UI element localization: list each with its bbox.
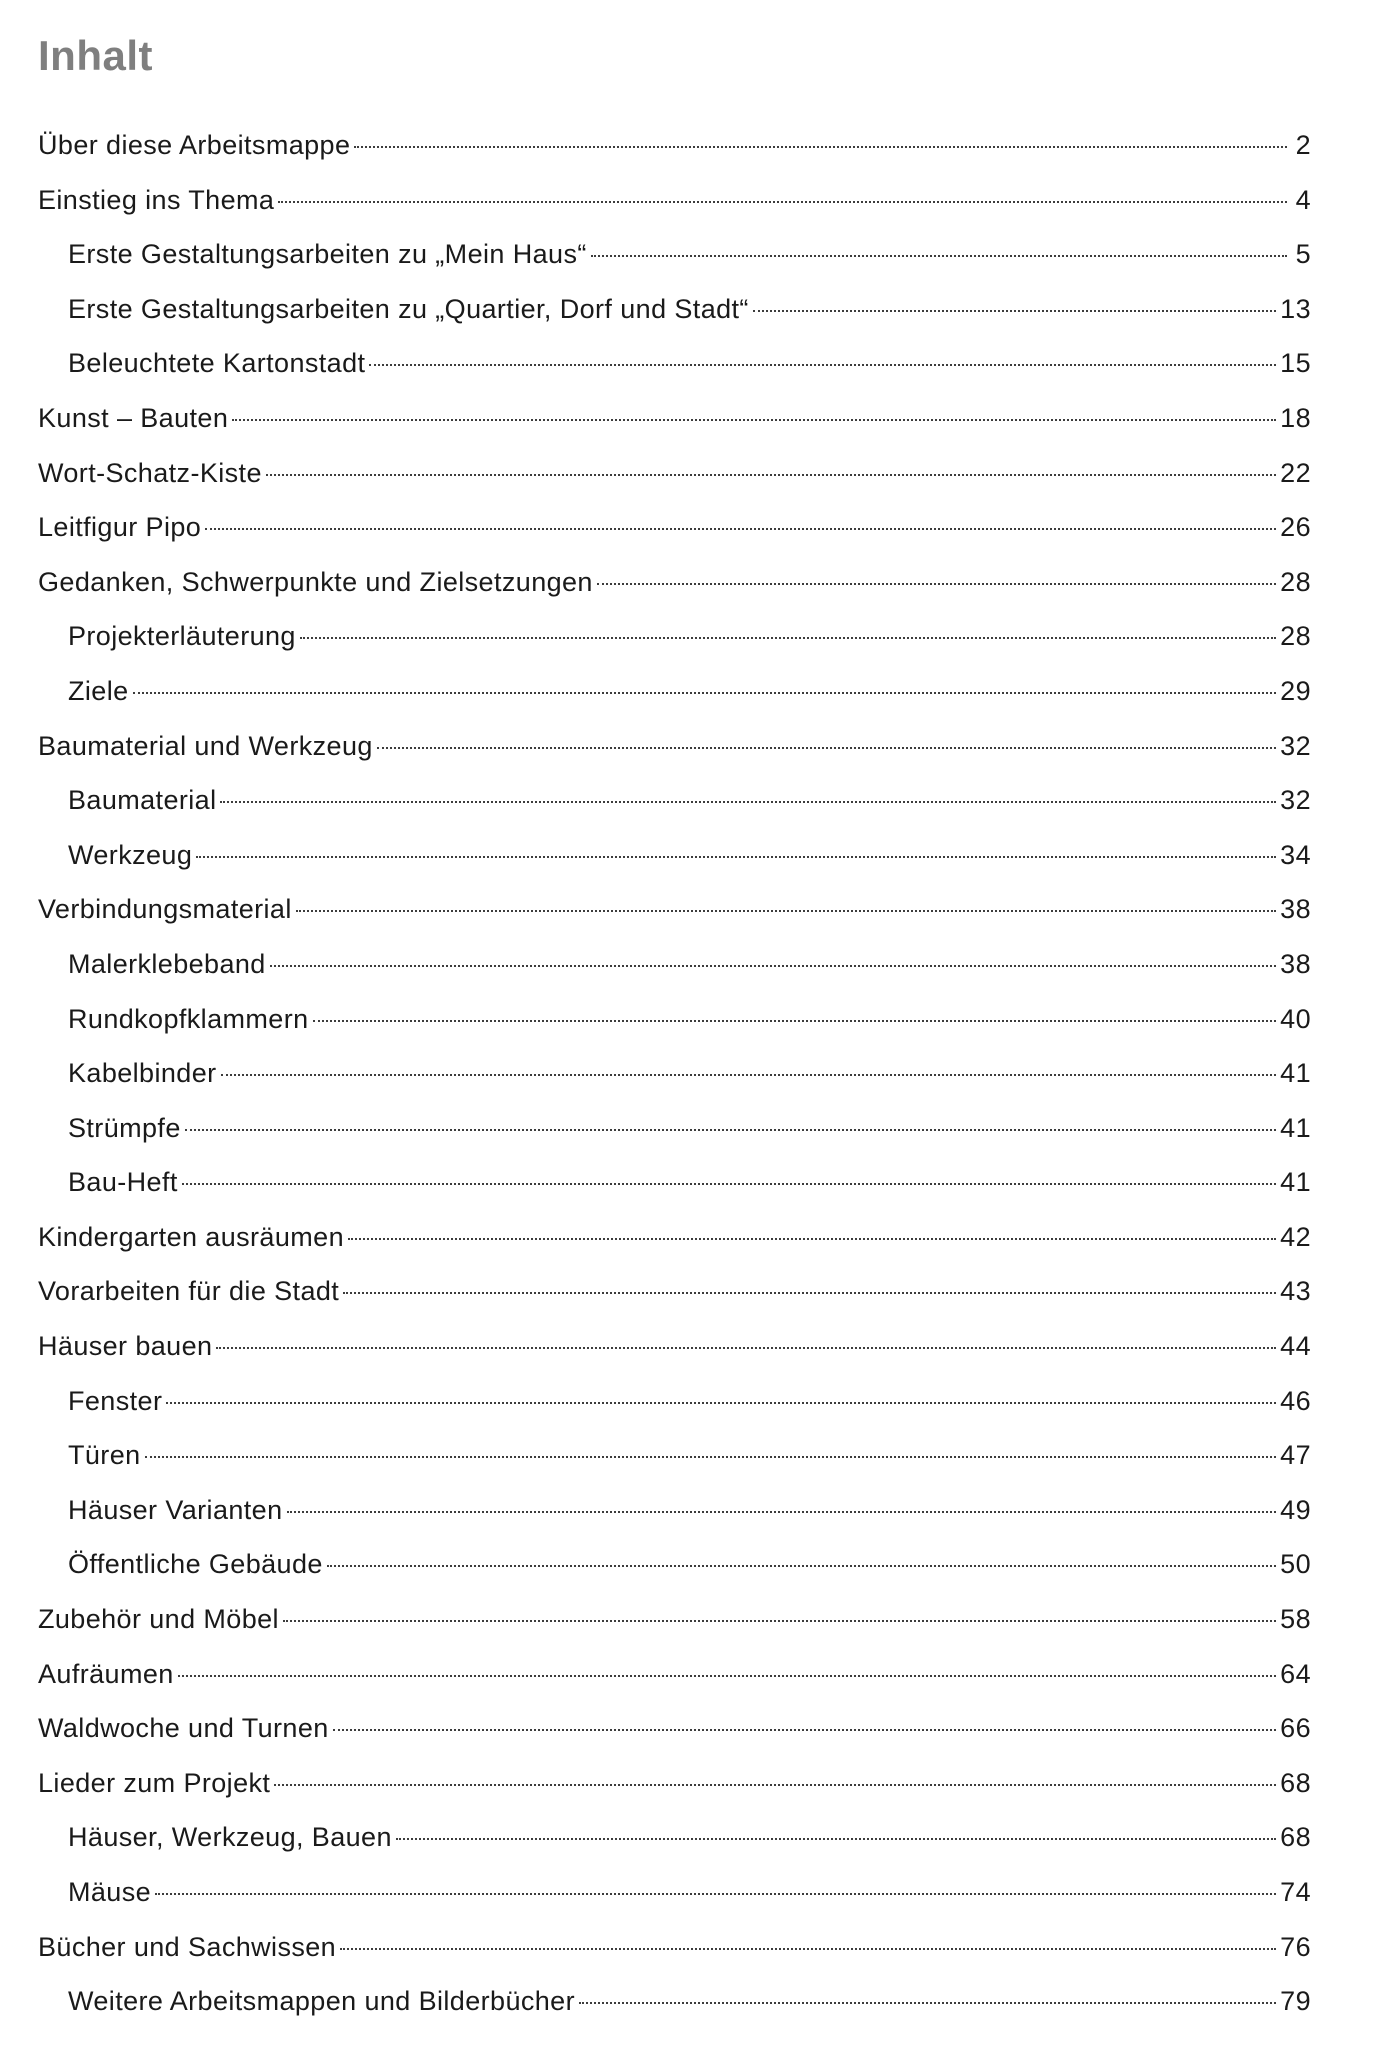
toc-page-number: 46 xyxy=(1280,1385,1311,1416)
toc-page-number: 64 xyxy=(1280,1658,1311,1689)
toc-page-number: 18 xyxy=(1280,402,1311,433)
toc-subentry[interactable] xyxy=(38,609,1311,664)
toc-entry-label: Einstieg ins Thema xyxy=(38,184,275,215)
dot-leader xyxy=(178,1675,1276,1677)
dot-leader xyxy=(579,2002,1276,2004)
dot-leader xyxy=(155,1893,1276,1895)
toc-entry[interactable] xyxy=(38,1592,1311,1647)
toc-entry-label: Fenster xyxy=(68,1385,163,1416)
toc-page-number: 41 xyxy=(1280,1167,1311,1198)
toc-entry[interactable] xyxy=(38,1210,1311,1265)
dot-leader xyxy=(232,419,1276,421)
dot-leader xyxy=(145,1456,1277,1458)
toc-page-number: 76 xyxy=(1280,1931,1311,1962)
toc-subentry[interactable] xyxy=(38,1155,1311,1210)
dot-leader xyxy=(133,692,1277,694)
toc-page-number: 29 xyxy=(1280,675,1311,706)
toc-entry[interactable] xyxy=(38,1756,1311,1811)
toc-page-number: 22 xyxy=(1280,457,1311,488)
toc-entry-label: Häuser bauen xyxy=(38,1331,213,1362)
toc-entry[interactable] xyxy=(38,1701,1311,1756)
toc-entry-label: Waldwoche und Turnen xyxy=(38,1713,329,1744)
toc-entry-label: Weitere Arbeitsmappen und Bilderbücher xyxy=(68,1986,575,2017)
toc-page-number: 26 xyxy=(1280,512,1311,543)
toc-page-number: 13 xyxy=(1280,293,1311,324)
toc-page-number: 15 xyxy=(1280,348,1311,379)
toc-subentry[interactable] xyxy=(38,1374,1311,1429)
toc-page-number: 2 xyxy=(1295,130,1311,160)
dot-leader xyxy=(221,1074,1277,1076)
toc-page-number: 32 xyxy=(1280,730,1311,761)
toc-entry[interactable] xyxy=(38,555,1311,610)
toc-page-number: 74 xyxy=(1280,1877,1311,1907)
toc-page-number: 66 xyxy=(1280,1713,1311,1744)
toc-subentry[interactable] xyxy=(38,992,1311,1047)
toc-entry[interactable] xyxy=(38,1920,1311,1975)
toc-entry-label: Bücher und Sachwissen xyxy=(38,1931,337,1962)
toc-page-number: 47 xyxy=(1280,1440,1311,1471)
toc-entry-label: Türen xyxy=(68,1440,141,1471)
toc-entry-label: Über diese Arbeitsmappe xyxy=(38,130,351,160)
dot-leader xyxy=(185,1129,1276,1131)
dot-leader xyxy=(287,1511,1277,1513)
toc-entry-label: Kunst – Bauten xyxy=(38,402,229,433)
dot-leader xyxy=(327,1565,1276,1567)
toc-entry-label: Kabelbinder xyxy=(68,1058,217,1089)
toc-subentry[interactable] xyxy=(38,1810,1311,1865)
dot-leader xyxy=(220,801,1276,803)
toc-page-number: 38 xyxy=(1280,948,1311,979)
toc-entry[interactable] xyxy=(38,446,1311,501)
table-of-contents xyxy=(38,118,1311,2029)
toc-entry-label: Mäuse xyxy=(68,1877,152,1907)
toc-entry-label: Kindergarten ausräumen xyxy=(38,1221,344,1252)
dot-leader xyxy=(274,1784,1276,1786)
toc-entry-label: Werkzeug xyxy=(68,839,193,870)
toc-entry[interactable] xyxy=(38,500,1311,555)
toc-page-number: 42 xyxy=(1280,1221,1311,1252)
toc-entry-label: Bau-Heft xyxy=(68,1167,178,1198)
toc-entry-label: Strümpfe xyxy=(68,1112,181,1143)
toc-entry-label: Öffentliche Gebäude xyxy=(68,1549,323,1580)
toc-subentry[interactable] xyxy=(38,1101,1311,1156)
dot-leader xyxy=(753,310,1276,312)
toc-entry-label: Malerklebeband xyxy=(68,948,266,979)
toc-page-number: 58 xyxy=(1280,1604,1311,1635)
toc-entry[interactable] xyxy=(38,118,1311,173)
toc-page-number: 32 xyxy=(1280,785,1311,816)
toc-entry-label: Leitfigur Pipo xyxy=(38,512,202,543)
dot-leader xyxy=(182,1183,1276,1185)
toc-entry[interactable] xyxy=(38,719,1311,774)
toc-entry[interactable] xyxy=(38,1264,1311,1319)
toc-page-number: 41 xyxy=(1280,1058,1311,1089)
toc-page-number: 43 xyxy=(1280,1276,1311,1307)
toc-page-number: 41 xyxy=(1280,1112,1311,1143)
toc-entry-label: Aufräumen xyxy=(38,1658,174,1689)
toc-page-number: 40 xyxy=(1280,1003,1311,1034)
toc-entry-label: Zubehör und Möbel xyxy=(38,1604,279,1635)
dot-leader xyxy=(343,1292,1276,1294)
toc-page-number: 68 xyxy=(1280,1767,1311,1798)
dot-leader xyxy=(205,528,1276,530)
toc-entry-label: Vorarbeiten für die Stadt xyxy=(38,1276,340,1307)
toc-entry-label: Baumaterial xyxy=(68,785,217,816)
toc-entry-label: Beleuchtete Kartonstadt xyxy=(68,348,366,379)
toc-entry[interactable] xyxy=(38,1319,1311,1374)
toc-entry-label: Baumaterial und Werkzeug xyxy=(38,730,373,761)
toc-subentry[interactable] xyxy=(38,664,1311,719)
dot-leader xyxy=(196,856,1276,858)
dot-leader xyxy=(283,1620,1276,1622)
toc-subentry[interactable] xyxy=(38,1865,1311,1920)
dot-leader xyxy=(270,965,1276,967)
toc-page-number: 44 xyxy=(1280,1331,1311,1362)
toc-page-number: 50 xyxy=(1280,1549,1311,1580)
toc-entry-label: Häuser Varianten xyxy=(68,1494,283,1525)
toc-subentry[interactable] xyxy=(38,773,1311,828)
toc-page-number: 34 xyxy=(1280,839,1311,870)
toc-subentry[interactable] xyxy=(38,1428,1311,1483)
page-title: Inhalt xyxy=(38,32,153,79)
dot-leader xyxy=(278,201,1287,203)
dot-leader xyxy=(313,1020,1277,1022)
toc-entry-label: Erste Gestaltungsarbeiten zu „Quartier, Dorf und Stadt“ xyxy=(68,293,749,324)
dot-leader xyxy=(166,1402,1276,1404)
dot-leader xyxy=(300,637,1276,639)
dot-leader xyxy=(296,910,1276,912)
toc-subentry[interactable] xyxy=(38,1483,1311,1538)
dot-leader xyxy=(216,1347,1276,1349)
toc-subentry[interactable] xyxy=(38,937,1311,992)
toc-entry[interactable] xyxy=(38,882,1311,937)
toc-entry[interactable] xyxy=(38,173,1311,228)
toc-entry-label: Verbindungsmaterial xyxy=(38,894,292,925)
toc-page-number: 28 xyxy=(1280,566,1311,597)
toc-page-number: 68 xyxy=(1280,1822,1311,1853)
dot-leader xyxy=(377,747,1276,749)
toc-subentry[interactable] xyxy=(38,336,1311,391)
toc-entry-label: Wort-Schatz-Kiste xyxy=(38,457,262,488)
toc-page-number: 28 xyxy=(1280,621,1311,652)
toc-subentry[interactable] xyxy=(38,828,1311,883)
dot-leader xyxy=(597,583,1276,585)
toc-page-number: 5 xyxy=(1295,239,1311,270)
toc-entry-label: Ziele xyxy=(68,675,129,706)
toc-page-number: 4 xyxy=(1295,184,1311,215)
toc-entry-label: Projekterläuterung xyxy=(68,621,296,652)
toc-subentry[interactable] xyxy=(38,1974,1311,2029)
toc-entry-label: Häuser, Werkzeug, Bauen xyxy=(68,1822,392,1853)
toc-page-number: 49 xyxy=(1280,1494,1311,1525)
toc-subentry[interactable] xyxy=(38,282,1311,337)
dot-leader xyxy=(369,364,1276,366)
dot-leader xyxy=(591,255,1287,257)
toc-entry-label: Erste Gestaltungsarbeiten zu „Mein Haus“ xyxy=(68,239,587,270)
toc-entry-label: Rundkopfklammern xyxy=(68,1003,309,1034)
toc-subentry[interactable] xyxy=(38,227,1311,282)
dot-leader xyxy=(340,1948,1276,1950)
toc-subentry[interactable] xyxy=(38,1046,1311,1101)
dot-leader xyxy=(396,1838,1276,1840)
toc-entry[interactable] xyxy=(38,1647,1311,1702)
toc-entry-label: Gedanken, Schwerpunkte und Zielsetzungen xyxy=(38,566,593,597)
dot-leader xyxy=(354,146,1287,148)
toc-entry[interactable] xyxy=(38,391,1311,446)
toc-subentry[interactable] xyxy=(38,1537,1311,1592)
dot-leader xyxy=(348,1238,1276,1240)
dot-leader xyxy=(266,474,1276,476)
toc-page-number: 38 xyxy=(1280,894,1311,925)
toc-entry-label: Lieder zum Projekt xyxy=(38,1767,271,1798)
toc-page-number: 79 xyxy=(1280,1986,1311,2017)
dot-leader xyxy=(333,1729,1276,1731)
